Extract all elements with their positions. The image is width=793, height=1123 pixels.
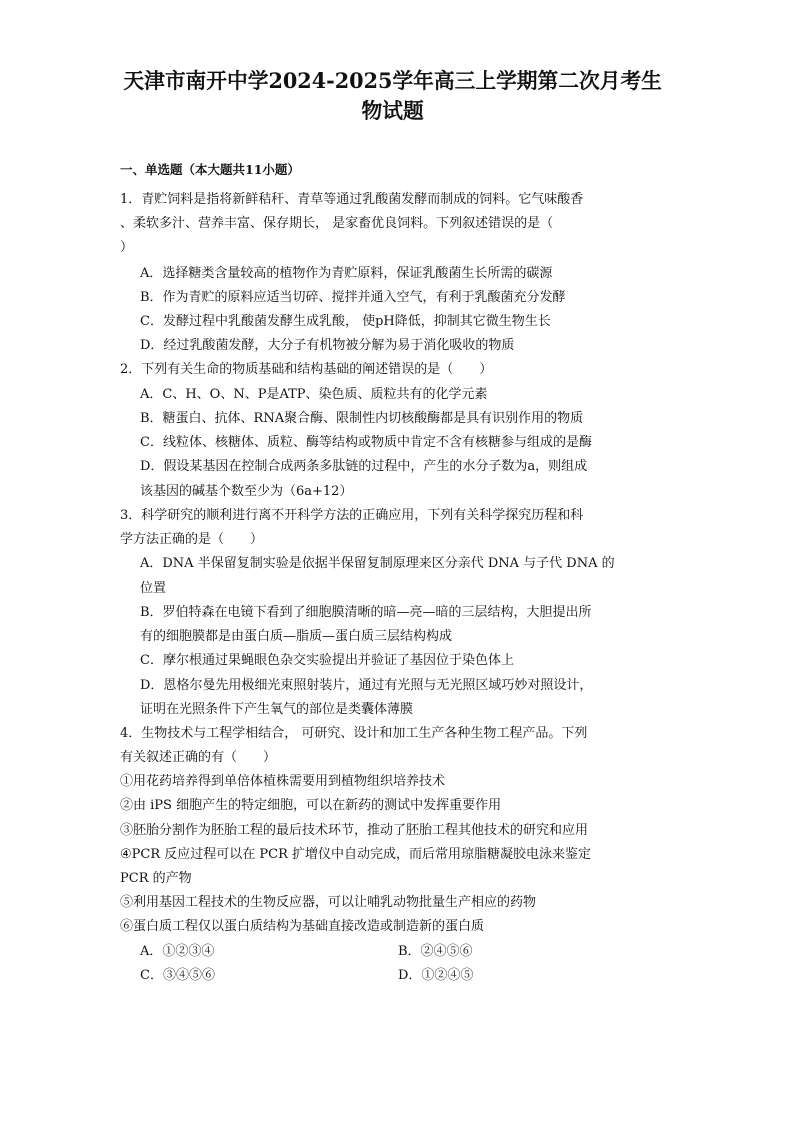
q4-item-6: ⑥蛋白质工程仅以蛋白质结构为基础直接改造或制造新的蛋白质: [120, 919, 485, 934]
q4-choice-a: A．①②③④: [140, 944, 215, 959]
q1-option-c: C．发酵过程中乳酸菌发酵生成乳酸， 使pH降低，抑制其它微生物生长: [140, 314, 551, 329]
q3-option-b-cont: 有的细胞膜都是由蛋白质—脂质—蛋白质三层结构构成: [140, 629, 453, 644]
q3-option-a-cont: 位置: [140, 581, 167, 596]
q2-option-d: D．假设某基因在控制合成两条多肽链的过程中，产生的水分子数为a，则组成: [140, 459, 588, 474]
q3-stem-line-2: 学方法正确的是（ ）: [120, 532, 264, 547]
q1-stem-line-1: 1．青贮饲料是指将新鲜秸秆、青草等通过乳酸菌发酵而制成的饲料。它气味酸香: [120, 192, 584, 207]
q4-stem-line-1: 4．生物技术与工程学相结合， 可研究、设计和加工生产各种生物工程产品。下列: [120, 726, 588, 741]
q3-option-a: A．DNA 半保留复制实验是依据半保留复制原理来区分亲代 DNA 与子代 DNA 的: [140, 556, 615, 571]
title-line-1: 天津市南开中学2024-2025学年高三上学期第二次月考生: [123, 68, 662, 93]
q3-option-d: D．恩格尔曼先用极细光束照射装片，通过有光照与无光照区域巧妙对照设计，: [140, 678, 593, 693]
q2-option-b: B．糖蛋白、抗体、RNA聚合酶、限制性内切核酸酶都是具有识别作用的物质: [140, 411, 584, 426]
q2-option-c: C．线粒体、核糖体、质粒、酶等结构或物质中肯定不含有核糖参与组成的是酶: [140, 435, 592, 450]
q1-stem-line-2: 、柔软多汁、营养丰富、保存期长， 是家畜优良饲料。下列叙述错误的是（: [120, 216, 554, 231]
q4-item-2: ②由 iPS 细胞产生的特定细胞，可以在新药的测试中发挥重要作用: [120, 798, 502, 813]
q1-option-b: B．作为青贮的原料应适当切碎、搅拌并通入空气，有利于乳酸菌充分发酵: [140, 290, 566, 305]
q2-option-a: A．C、H、O、N、P是ATP、染色质、质粒共有的化学元素: [140, 387, 488, 402]
q4-item-4-cont: PCR 的产物: [120, 871, 192, 886]
q4-item-5: ⑤利用基因工程技术的生物反应器，可以让哺乳动物批量生产相应的药物: [120, 895, 537, 910]
q2-stem: 2．下列有关生命的物质基础和结构基础的阐述错误的是（ ）: [120, 362, 493, 377]
q3-option-c: C．摩尔根通过果蝇眼色杂交实验提出并验证了基因位于染色体上: [140, 653, 514, 668]
q1-stem-line-3: ）: [120, 240, 134, 255]
exam-title: [100, 66, 693, 126]
q4-stem-line-2: 有关叙述正确的有（ ）: [120, 750, 277, 765]
q1-option-a: A．选择糖类含量较高的植物作为青贮原料，保证乳酸菌生长所需的碳源: [140, 266, 553, 281]
q1-option-d: D．经过乳酸菌发酵，大分子有机物被分解为易于消化吸收的物质: [140, 338, 515, 353]
q3-option-d-cont: 证明在光照条件下产生氧气的部位是类囊体薄膜: [140, 702, 414, 717]
q4-choice-b: B．②④⑤⑥: [398, 944, 473, 959]
q4-item-1: ①用花药培养得到单倍体植株需要用到植物组织培养技术: [120, 774, 446, 789]
q4-item-4: ④PCR 反应过程可以在 PCR 扩增仪中自动完成，而后常用琼脂糖凝胶电泳来鉴定: [120, 847, 592, 862]
q4-choice-c: C．③④⑤⑥: [140, 968, 215, 983]
q4-choice-d: D．①②④⑤: [398, 968, 474, 983]
q4-item-3: ③胚胎分割作为胚胎工程的最后技术环节，推动了胚胎工程其他技术的研究和应用: [120, 823, 589, 838]
q3-option-b: B．罗伯特森在电镜下看到了细胞膜清晰的暗—亮—暗的三层结构，大胆提出所: [140, 605, 592, 620]
section-heading: 一、单选题（本大题共11小题）: [120, 162, 300, 177]
q3-stem-line-1: 3．科学研究的顺利进行离不开科学方法的正确应用，下列有关科学探究历程和科: [120, 508, 584, 523]
title-line-2: 物试题: [361, 98, 424, 123]
q2-option-d-cont: 该基因的碱基个数至少为（6a+12）: [140, 484, 353, 499]
